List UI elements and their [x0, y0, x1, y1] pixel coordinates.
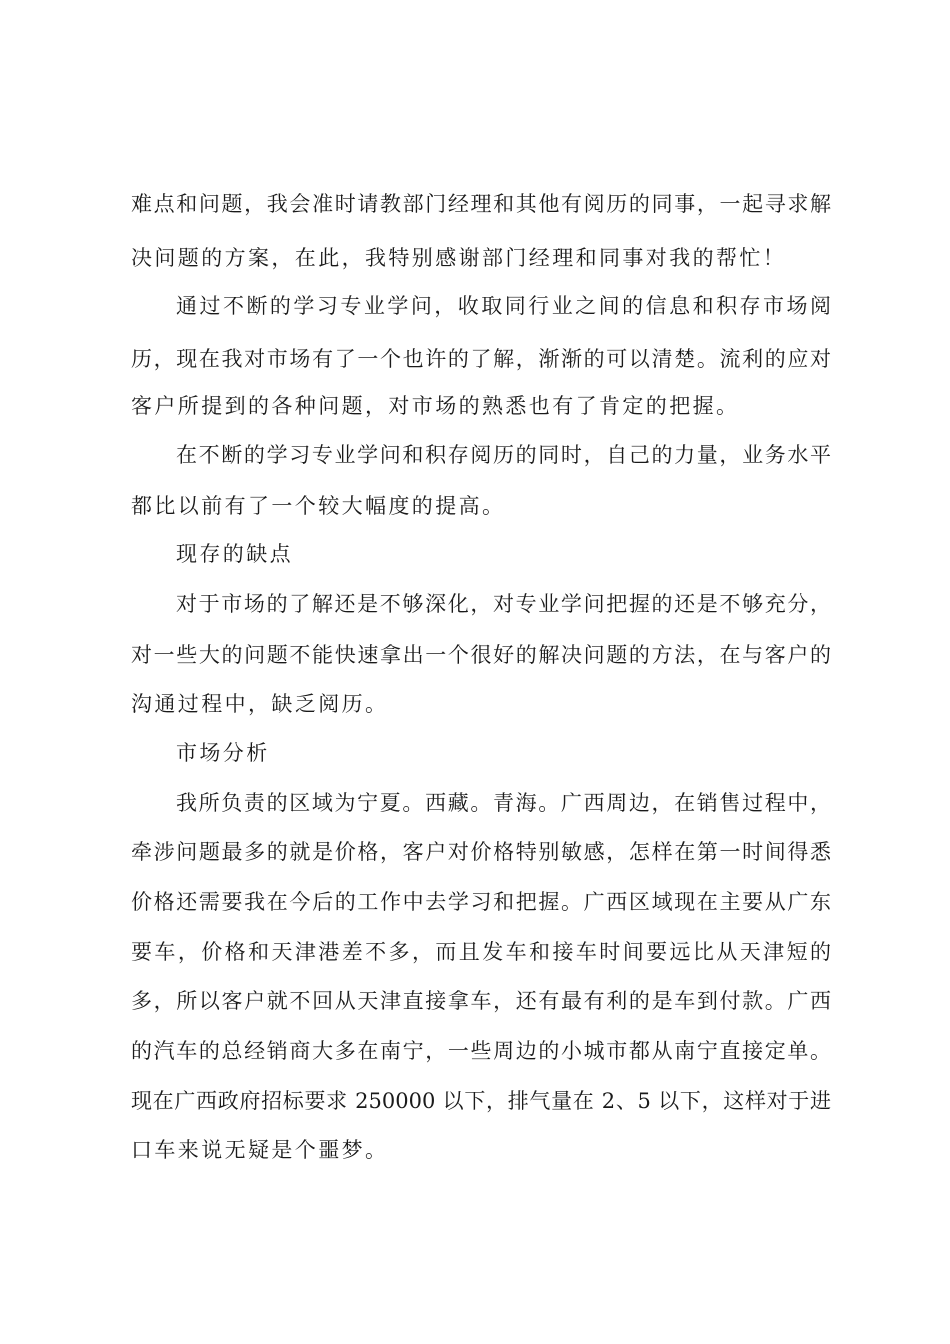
paragraph-line: 通过不断的学习专业学问，收取同行业之间的信息和积存市场阅 — [176, 294, 831, 318]
paragraph-line: 要车，价格和天津港差不多，而且发车和接车时间要远比从天津短的 — [131, 940, 831, 964]
paragraph-line: 口车来说无疑是个噩梦。 — [131, 1138, 389, 1162]
paragraph-line: 对一些大的问题不能快速拿出一个很好的解决问题的方法，在与客户的 — [131, 643, 831, 667]
paragraph-line: 我所负责的区域为宁夏。西藏。青海。广西周边，在销售过程中， — [176, 791, 831, 815]
paragraph-line: 客户所提到的各种问题，对市场的熟悉也有了肯定的把握。 — [131, 394, 740, 418]
section-heading: 现存的缺点 — [176, 542, 293, 566]
section-heading: 市场分析 — [176, 741, 270, 765]
paragraph-line: 现在广西政府招标要求 250000 以下，排气量在 2、5 以下，这样对于进 — [131, 1089, 831, 1113]
paragraph-line: 价格还需要我在今后的工作中去学习和把握。广西区域现在主要从广东 — [131, 890, 831, 914]
paragraph-line: 都比以前有了一个较大幅度的提高。 — [131, 494, 506, 518]
paragraph-line: 难点和问题，我会准时请教部门经理和其他有阅历的同事，一起寻求解 — [131, 192, 831, 216]
paragraph-line: 在不断的学习专业学问和积存阅历的同时，自己的力量，业务水平 — [176, 443, 831, 467]
paragraph-line: 决问题的方案，在此，我特别感谢部门经理和同事对我的帮忙！ — [131, 246, 787, 270]
paragraph-line: 牵涉问题最多的就是价格，客户对价格特别敏感，怎样在第一时间得悉 — [131, 840, 831, 864]
paragraph-line: 对于市场的了解还是不够深化，对专业学问把握的还是不够充分， — [176, 592, 831, 616]
paragraph-line: 沟通过程中，缺乏阅历。 — [131, 692, 389, 716]
paragraph-line: 历，现在我对市场有了一个也许的了解，渐渐的可以清楚。流利的应对 — [131, 347, 831, 371]
paragraph-line: 多，所以客户就不回从天津直接拿车，还有最有利的是车到付款。广西 — [131, 989, 831, 1013]
paragraph-line: 的汽车的总经销商大多在南宁，一些周边的小城市都从南宁直接定单。 — [131, 1039, 831, 1063]
